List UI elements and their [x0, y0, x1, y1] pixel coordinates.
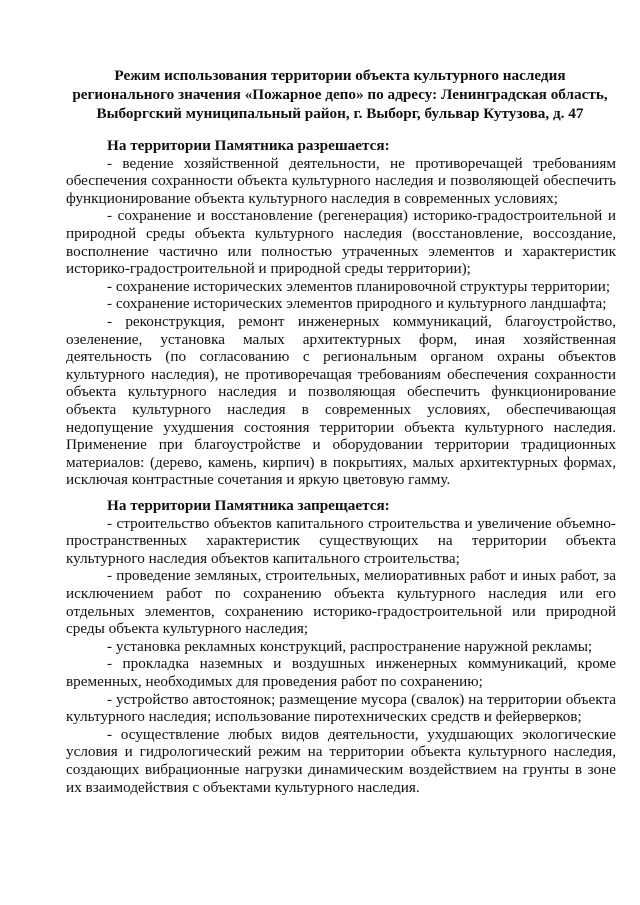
allowed-item: - сохранение и восстановление (регенерация) историко-градостроительной и природной среды объекта культурного наследия (восстановление, воссоздание, восполнение частично или полностью утраченных элементов и характеристик историко-градостроительной и природной среды территории);	[66, 207, 616, 278]
forbidden-section	[66, 497, 616, 796]
allowed-item: - ведение хозяйственной деятельности, не противоречащей требованиям обеспечения сохранности объекта культурного наследия и позволяющей обеспечить функционирование объекта культурного наследия в современных условиях;	[66, 154, 616, 207]
forbidden-item: - осуществление любых видов деятельности, ухудшающих экологические условия и гидрологический режим на территории объекта культурного наследия, создающих вибрационные нагрузки динамическим воздействием на грунты в зоне их взаимодействия с объектами культурного наследия.	[66, 725, 616, 796]
allowed-heading: На территории Памятника разрешается:	[107, 137, 390, 154]
forbidden-item: - проведение земляных, строительных, мелиоративных работ и иных работ, за исключением работ по сохранению объекта культурного наследия или его отдельных элементов, сохранению историко-градостроительной или природной среды объекта культурного наследия;	[66, 567, 616, 638]
document-title: Режим использования территории объекта культурного наследия регионального значения «Пожарное депо» по адресу: Ленинградская область, Выборгский муниципальный район, г. Выборг, бульвар Кутузова, д. 47	[72, 67, 608, 122]
forbidden-item: - строительство объектов капитального строительства и увеличение объемно-пространственных характеристик существующих на территории объекта культурного наследия объектов капитального строительства;	[66, 514, 616, 567]
allowed-item: - сохранение исторических элементов планировочной структуры территории;	[107, 277, 611, 295]
forbidden-item: - установка рекламных конструкций, распространение наружной рекламы;	[107, 637, 593, 655]
forbidden-item: - устройство автостоянок; размещение мусора (свалок) на территории объекта культурного наследия; использование пиротехнических средств и фейерверков;	[66, 690, 616, 726]
allowed-section	[66, 137, 616, 489]
forbidden-heading: На территории Памятника запрещается:	[107, 497, 390, 514]
forbidden-item: - прокладка наземных и воздушных инженерных коммуникаций, кроме временных, необходимых для проведения работ по сохранению;	[66, 655, 616, 690]
allowed-item: - реконструкция, ремонт инженерных коммуникаций, благоустройство, озеленение, установка малых архитектурных форм, иная хозяйственная деятельность (по согласованию с региональным органом охраны объектов культурного наследия), не противоречащая требованиям обеспечения сохранности объекта культурного наследия и позволяющая обеспечить функционирование объекта культурного наследия в современных условиях, обеспечивающая недопущение ухудшения состояния территории объекта культурного наследия. Применение при благоустройстве и оборудовании территории традиционных материалов: (дерево, камень, кирпич) в покрытиях, малых архитектурных формах, исключая контрастные сочетания и яркую цветовую гамму.	[66, 312, 616, 489]
allowed-item: - сохранение исторических элементов природного и культурного ландшафта;	[107, 295, 607, 313]
